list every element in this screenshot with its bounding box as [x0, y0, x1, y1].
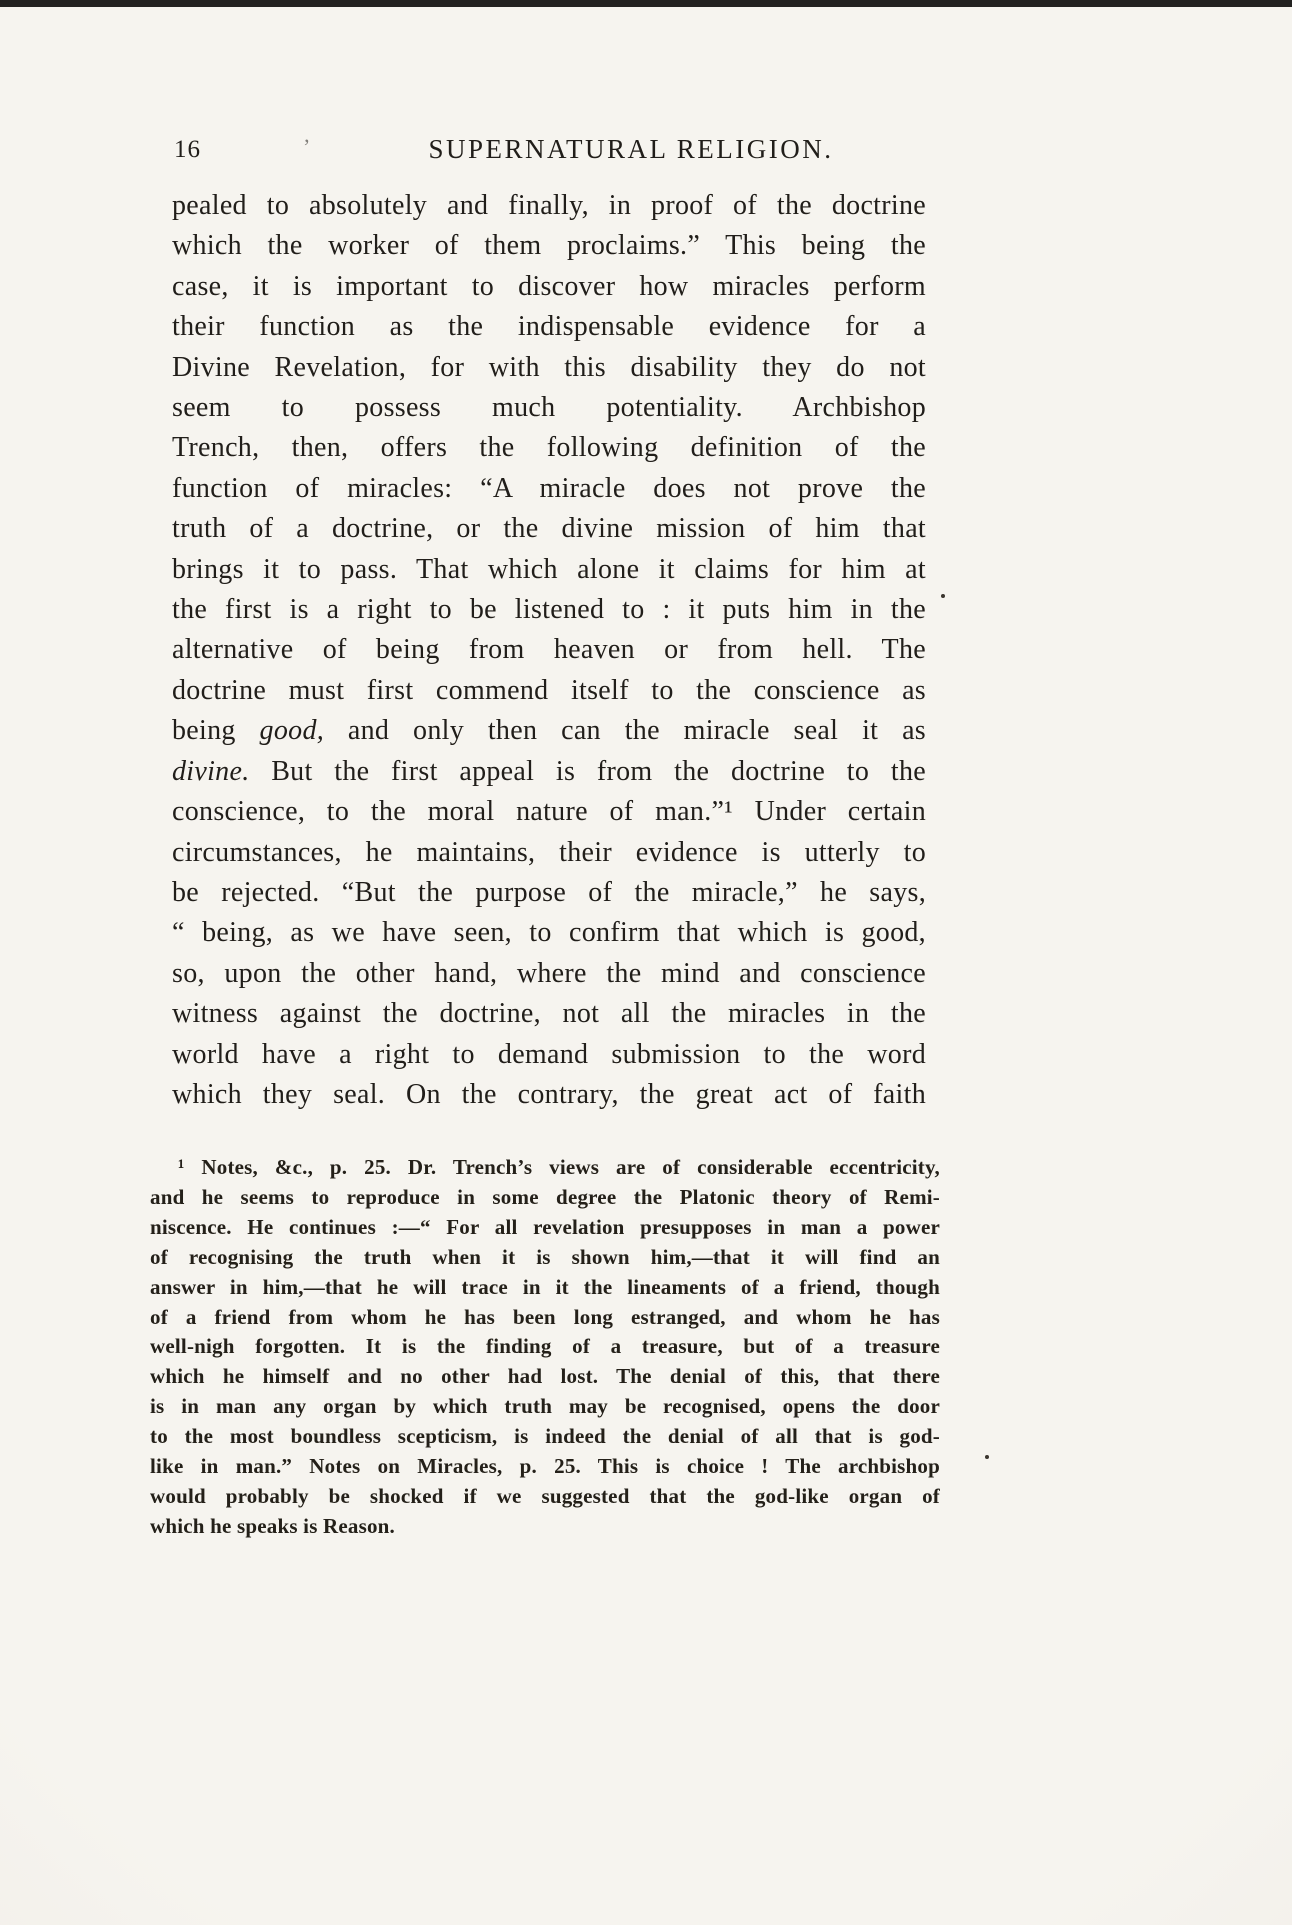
footnote-line: would probably be shocked if we suggested that the god-like organ of: [150, 1483, 940, 1508]
footnote-line: and he seems to reproduce in some degree the Platonic theory of Remi-: [150, 1184, 940, 1209]
footnote-line: answer in him,—that he will trace in it the lineaments of a friend, though: [150, 1274, 940, 1299]
body-line: world have a right to demand submission to the word: [172, 1038, 926, 1070]
scan-speck-artifact: [985, 1455, 989, 1459]
body-line: seem to possess much potentiality. Archbishop: [172, 392, 926, 424]
body-line: their function as the indispensable evidence for a: [172, 311, 926, 343]
footnote-line: which he himself and no other had lost. The denial of this, that there: [150, 1364, 940, 1389]
body-line: the first is a right to be listened to : it puts him in the: [172, 594, 926, 626]
body-line: function of miracles: “A miracle does not prove the: [172, 472, 926, 504]
scan-mark-artifact: ’: [303, 134, 311, 159]
footnote-line: niscence. He continues :—“ For all revelation presupposes in man a power: [150, 1214, 940, 1239]
body-line: divine. But the first appeal is from the doctrine to the: [172, 755, 926, 787]
footnote: [150, 1153, 940, 1542]
body-line: case, it is important to discover how miracles perform: [172, 270, 926, 302]
footnote-line: of recognising the truth when it is shown him,—that it will find an: [150, 1244, 940, 1269]
body-line: doctrine must first commend itself to the conscience as: [172, 674, 926, 706]
scan-speck-artifact: [941, 594, 945, 598]
body-line: conscience, to the moral nature of man.”¹ Under certain: [172, 796, 926, 828]
body-line: Trench, then, offers the following definition of the: [172, 432, 926, 464]
footnote-line: which he speaks is Reason.: [150, 1513, 395, 1538]
page-header: [0, 134, 1292, 170]
body-text: [172, 186, 926, 1115]
body-line: which the worker of them proclaims.” This being the: [172, 230, 926, 262]
body-line: so, upon the other hand, where the mind and conscience: [172, 957, 926, 989]
body-line: alternative of being from heaven or from hell. The: [172, 634, 926, 666]
body-line: truth of a doctrine, or the divine mission of him that: [172, 513, 926, 545]
body-line: being good, and only then can the miracle seal it as: [172, 715, 926, 747]
body-line: which they seal. On the contrary, the great act of faith: [172, 1078, 926, 1110]
body-line: pealed to absolutely and finally, in proof of the doctrine: [172, 190, 926, 221]
footnote-line: to the most boundless scepticism, is indeed the denial of all that is god-: [150, 1424, 940, 1449]
footnote-line: of a friend from whom he has been long estranged, and whom he has: [150, 1304, 940, 1329]
scan-edge-artifact: [0, 0, 1292, 7]
footnote-line: is in man any organ by which truth may be recognised, opens the door: [150, 1394, 940, 1419]
page-number: 16: [174, 136, 201, 163]
footnote-line: like in man.” Notes on Miracles, p. 25. This is choice ! The archbishop: [150, 1454, 940, 1479]
body-line: “ being, as we have seen, to confirm that which is good,: [172, 917, 926, 949]
footnote-line: ¹ Notes, &c., p. 25. Dr. Trench’s views are of considerable eccentricity,: [178, 1155, 940, 1179]
running-title: SUPERNATURAL RELIGION.: [428, 134, 834, 164]
body-line: brings it to pass. That which alone it claims for him at: [172, 553, 926, 585]
body-line: witness against the doctrine, not all the miracles in the: [172, 998, 926, 1030]
body-line: circumstances, he maintains, their evidence is utterly to: [172, 836, 926, 868]
body-line: be rejected. “But the purpose of the miracle,” he says,: [172, 876, 926, 908]
footnote-line: well-nigh forgotten. It is the finding of a treasure, but of a treasure: [150, 1334, 940, 1359]
body-line: Divine Revelation, for with this disability they do not: [172, 351, 926, 383]
